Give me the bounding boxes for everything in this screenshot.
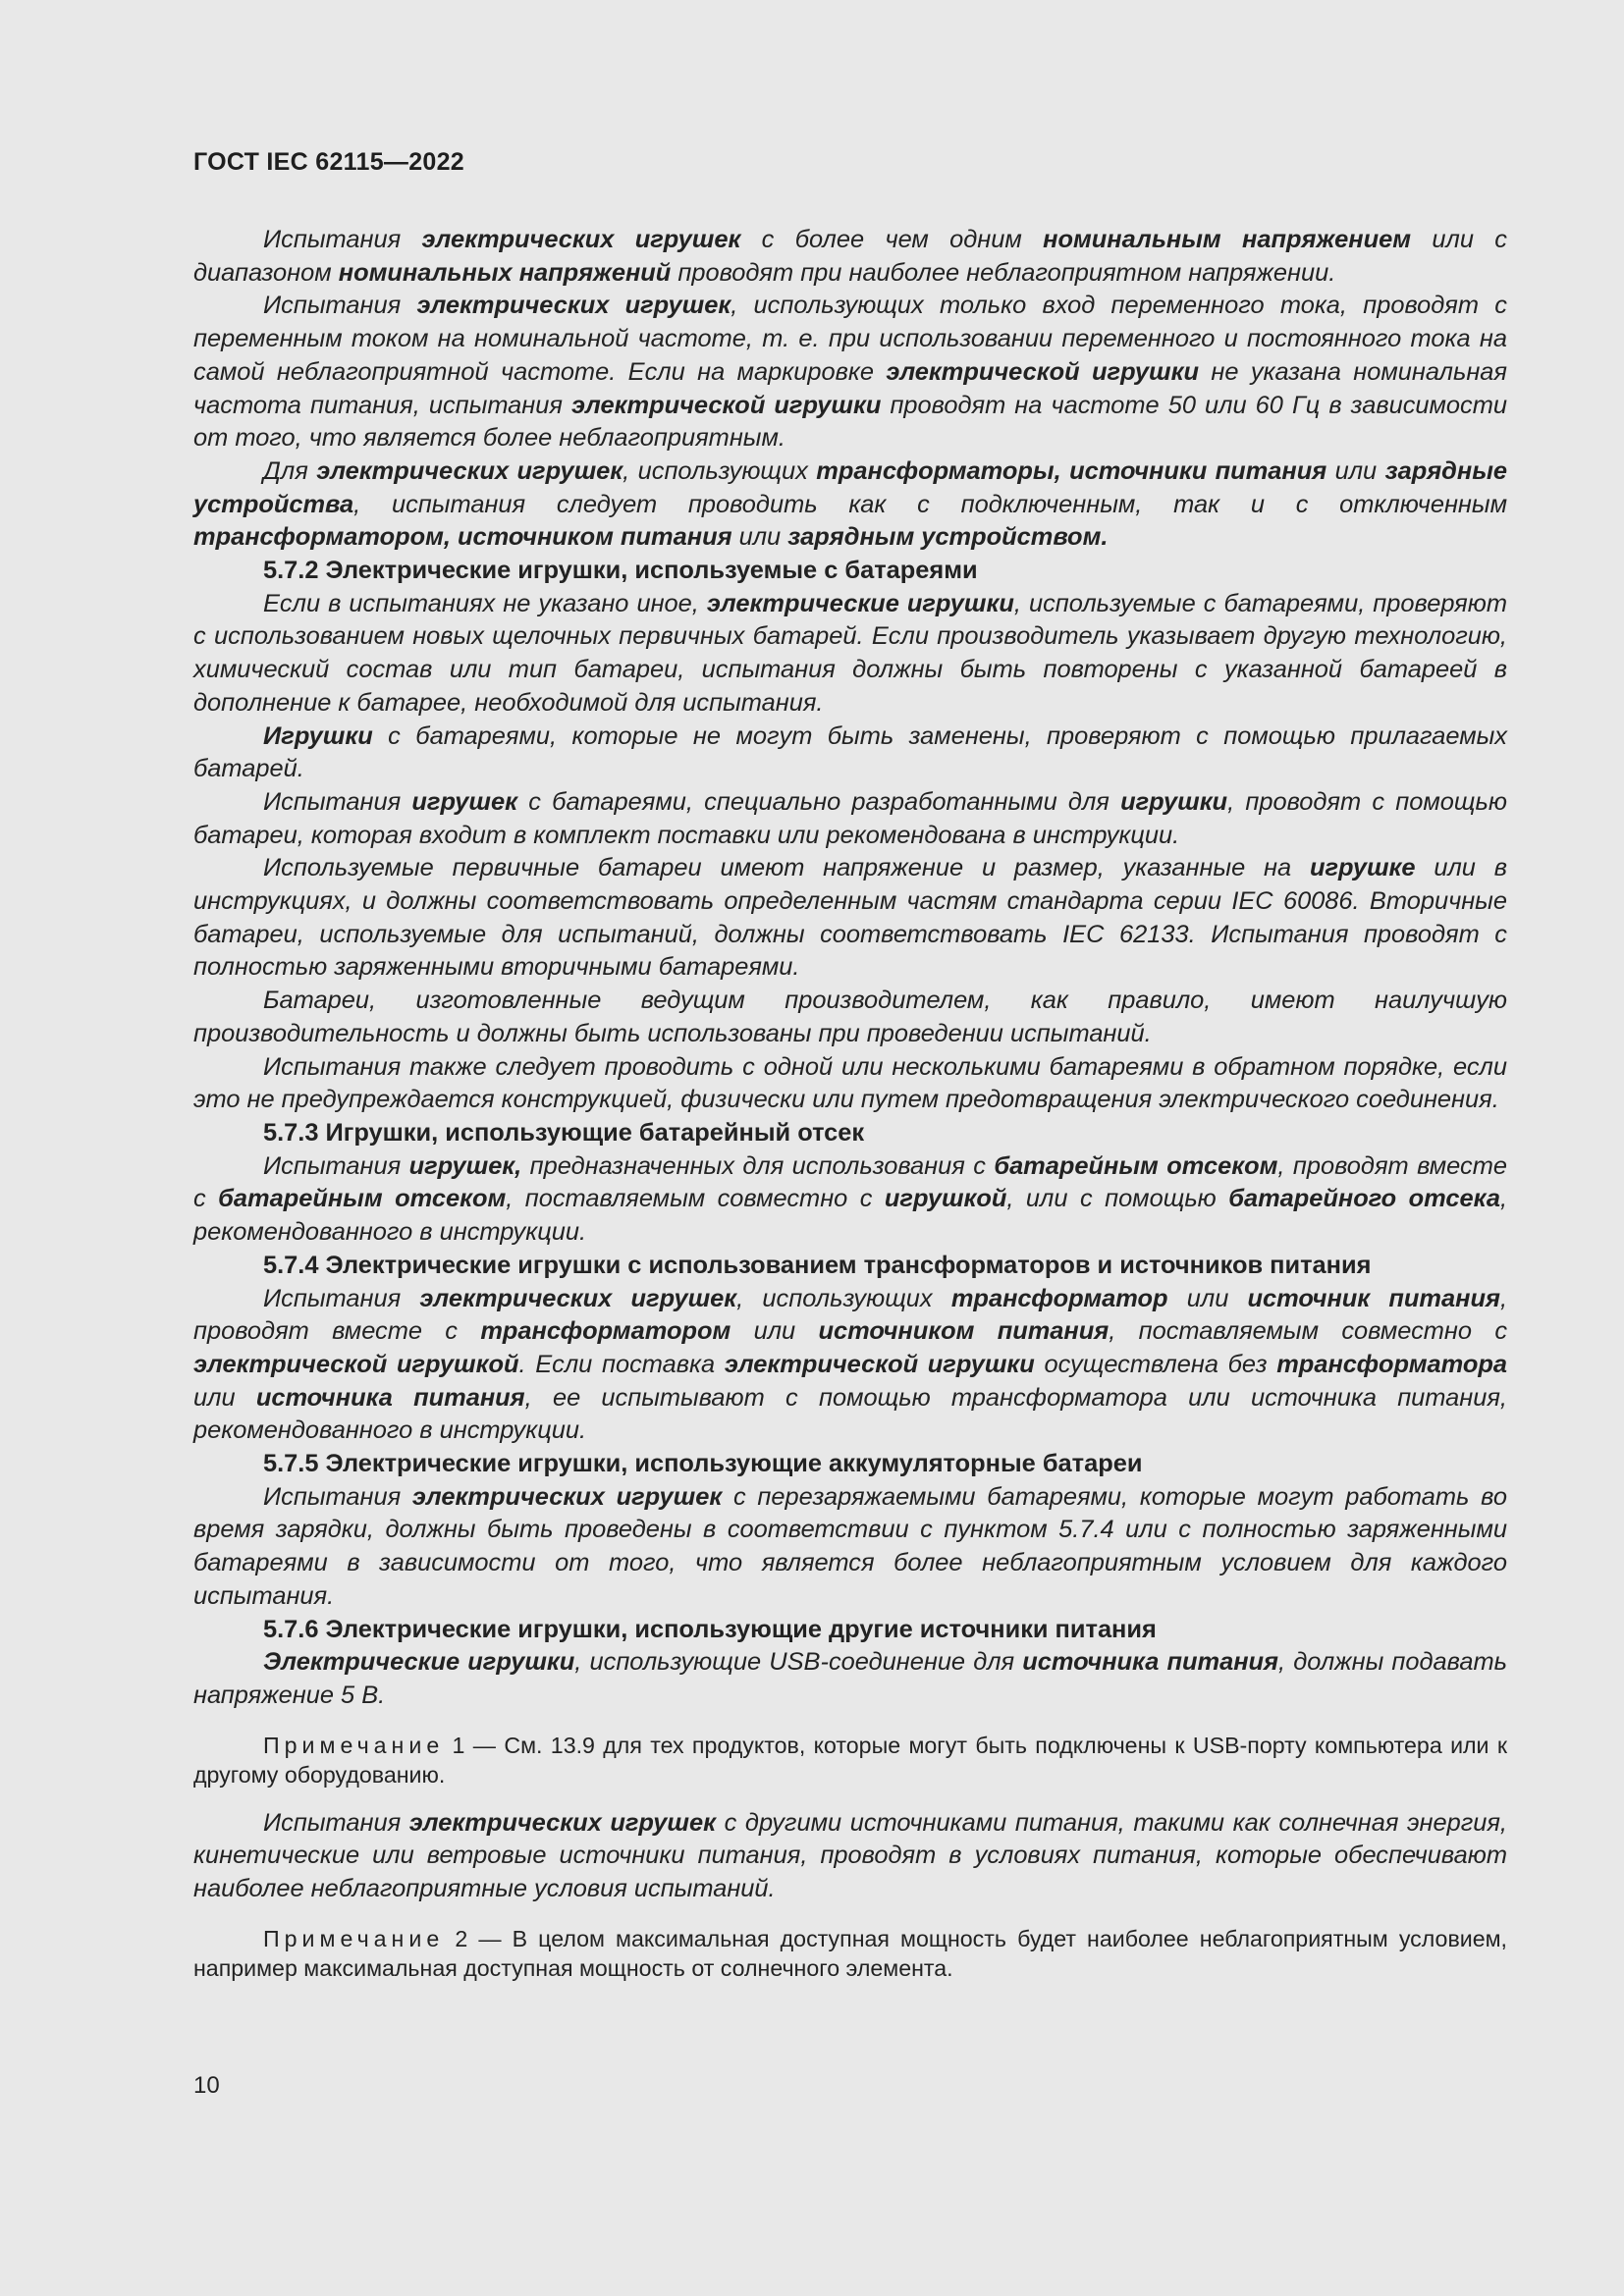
- text-run: , проводят вместе с: [193, 1284, 1507, 1346]
- text-run: не указана номинальная частота питания, испытания: [193, 357, 1507, 419]
- text-run: или: [1167, 1284, 1248, 1312]
- term-bold: трансформатора: [1276, 1350, 1507, 1378]
- text-run: , используемые с батареями, проверяют с использованием новых щелочных первичных батарей. Если производитель указывает другую технологию, химический состав или тип батареи, испытания должны быть повторены с указанной батареей в дополнение к батарее, необходимой для испытания.: [193, 589, 1507, 717]
- text-run: с более чем одним: [740, 226, 1044, 253]
- term-bold: электрических игрушек: [421, 226, 741, 253]
- term-bold: электрических игрушек: [419, 1284, 737, 1312]
- term-bold: Игрушки: [263, 721, 373, 750]
- term-bold: трансформатор: [950, 1284, 1168, 1312]
- term-bold: Электрические игрушки: [263, 1648, 575, 1677]
- text-run: 1 — См. 13.9 для тех продуктов, которые могут быть подключены к USB-порту компьютера или к другому оборудованию.: [193, 1732, 1507, 1788]
- section-heading: [193, 1250, 1507, 1283]
- text-run: , использующих: [736, 1284, 951, 1312]
- text-run: или: [193, 1383, 256, 1412]
- term-bold: источником питания: [818, 1317, 1110, 1346]
- text-run: Для: [263, 456, 317, 485]
- text-run: Испытания: [263, 787, 412, 816]
- note: [193, 1924, 1507, 1983]
- paragraph: [193, 224, 1507, 290]
- term-bold: трансформатором, источником питания: [193, 523, 732, 552]
- text-run: или: [731, 1317, 819, 1346]
- paragraph: [193, 1807, 1507, 1906]
- paragraph: [193, 1283, 1507, 1449]
- text-run: проводят при наиболее неблагоприятном напряжении.: [671, 258, 1336, 287]
- text-run: с перезаряжаемыми батареями, которые могут работать во время зарядки, должны быть проведены в соответствии с пунктом 5.7.4 или с полностью заряженными батареями в зависимости от того, что является более неблагоприятным условием для каждого испытания.: [193, 1482, 1507, 1610]
- term-bold: трансформаторы, источники питания: [816, 456, 1327, 485]
- text-run: 5.7.3 Игрушки, использующие батарейный отсек: [263, 1118, 865, 1147]
- text-run: или с диапазоном: [193, 226, 1507, 287]
- paragraph: [193, 1150, 1507, 1250]
- term-bold: электрической игрушки: [724, 1350, 1035, 1378]
- text-run: 5.7.4 Электрические игрушки с использованием трансформаторов и источников питания: [263, 1251, 1372, 1279]
- paragraph: [193, 455, 1507, 555]
- term-bold: трансформатором: [480, 1317, 731, 1346]
- text-run: Испытания: [263, 226, 422, 253]
- text-run: 5.7.2 Электрические игрушки, используемые с батареями: [263, 557, 978, 585]
- text-run: , проводят вместе с: [193, 1151, 1507, 1213]
- text-run: 5.7.6 Электрические игрушки, использующие другие источники питания: [263, 1615, 1157, 1643]
- note: [193, 1731, 1507, 1789]
- term-bold: батарейного отсека: [1228, 1185, 1500, 1213]
- text-run: , испытания следует проводить как с подключенным, так и с отключенным: [353, 490, 1507, 518]
- text-run: , рекомендованного в инструкции.: [193, 1185, 1507, 1247]
- term-bold: зарядные устройства: [193, 456, 1507, 518]
- term-bold: игрушке: [1309, 854, 1416, 882]
- term-bold: источника питания: [255, 1383, 525, 1412]
- paragraph: [193, 985, 1507, 1050]
- term-bold: источника питания: [1022, 1648, 1279, 1677]
- text-run: Испытания: [263, 292, 417, 320]
- term-bold: электрических игрушек: [411, 1482, 723, 1511]
- text-run: , должны подавать напряжение 5 В.: [193, 1648, 1507, 1709]
- section-heading: [193, 555, 1507, 588]
- term-bold: зарядным устройством.: [787, 523, 1109, 552]
- page-number: 10: [193, 2072, 220, 2099]
- text-run: 5.7.5 Электрические игрушки, использующие аккумуляторные батареи: [263, 1450, 1143, 1478]
- paragraph: [193, 290, 1507, 455]
- text-run: Если в испытаниях не указано иное,: [263, 589, 707, 617]
- text-run: Испытания: [263, 1482, 412, 1511]
- text-run: осуществлена без: [1034, 1350, 1277, 1378]
- text-run: с батареями, которые не могут быть заменены, проверяют с помощью прилагаемых батарей.: [193, 721, 1507, 783]
- term-bold: игрушек: [411, 787, 517, 816]
- text-run: , проводят с помощью батареи, которая входит в комплект поставки или рекомендована в инструкции.: [193, 787, 1507, 849]
- term-bold: игрушки: [1120, 787, 1228, 816]
- term-bold: игрушек,: [408, 1151, 522, 1180]
- text-run: предназначенных для использования с: [521, 1151, 995, 1180]
- term-bold: электрической игрушки: [886, 357, 1199, 386]
- note-label: Примечание: [263, 1732, 445, 1758]
- document-header: ГОСТ IEC 62115—2022: [193, 148, 465, 176]
- document-body: [193, 224, 1507, 1983]
- term-bold: батарейным отсеком: [994, 1151, 1278, 1180]
- text-run: 2 — В целом максимальная доступная мощность будет наиболее неблагоприятным условием, например максимальная доступная мощность от солнечного элемента.: [193, 1925, 1507, 1981]
- paragraph: [193, 1646, 1507, 1712]
- text-run: или в инструкциях, и должны соответствовать определенным частям стандарта серии IEC 60086. Вторичные батареи, используемые для испытаний, должны соответствовать IEC 62133. Испытания проводят с полностью заряженными вторичными батареями.: [193, 854, 1507, 982]
- term-bold: источник питания: [1247, 1284, 1500, 1312]
- text-run: или: [731, 523, 788, 552]
- term-bold: батарейным отсеком: [218, 1185, 507, 1213]
- text-run: Батареи, изготовленные ведущим производителем, как правило, имеют наилучшую производительность и должны быть использованы при проведении испытаний.: [193, 987, 1507, 1047]
- text-run: . Если поставка: [518, 1350, 725, 1378]
- text-run: , использующих только вход переменного тока, проводят с переменным током на номинальной частоте, т. е. при использовании переменного и постоянного тока на самой неблагоприятной частоте. Если на маркировке: [193, 292, 1507, 386]
- term-bold: электрической игрушкой: [193, 1350, 519, 1378]
- section-heading: [193, 1117, 1507, 1150]
- text-run: Испытания: [263, 1808, 409, 1837]
- text-run: Испытания: [263, 1151, 409, 1180]
- section-heading: [193, 1448, 1507, 1481]
- text-run: Испытания также следует проводить с одной или несколькими батареями в обратном порядке, если это не предупреждается конструкцией, физически или путем предотвращения электрического соединения.: [193, 1052, 1507, 1114]
- term-bold: номинальных напряжений: [338, 258, 672, 287]
- note-label: Примечание: [263, 1925, 445, 1951]
- text-run: , поставляемым совместно с: [1109, 1317, 1508, 1346]
- paragraph: [193, 1481, 1507, 1614]
- text-run: , использующих: [623, 456, 817, 485]
- text-run: , ее испытывают с помощью трансформатора или источника питания, рекомендованного в инструкции.: [193, 1383, 1507, 1445]
- text-run: , поставляемым совместно с: [506, 1185, 885, 1213]
- text-run: проводят на частоте 50 или 60 Гц в зависимости от того, что является более неблагоприятным.: [193, 391, 1508, 453]
- term-bold: электрических игрушек: [416, 292, 731, 320]
- text-run: с другими источниками питания, такими как солнечная энергия, кинетические или ветровые источники питания, проводят в условиях питания, которые обеспечивают наиболее неблагоприятные условия испытаний.: [193, 1808, 1507, 1903]
- text-run: , использующие USB-соединение для: [574, 1648, 1023, 1677]
- term-bold: номинальным напряжением: [1043, 226, 1412, 253]
- text-run: или: [1326, 456, 1385, 485]
- paragraph: [193, 786, 1507, 852]
- paragraph: [193, 721, 1507, 786]
- paragraph: [193, 852, 1507, 985]
- paragraph: [193, 588, 1507, 721]
- paragraph: [193, 1051, 1507, 1117]
- text-run: , или с помощью: [1006, 1185, 1229, 1213]
- text-run: Используемые первичные батареи имеют напряжение и размер, указанные на: [263, 854, 1310, 882]
- term-bold: электрические игрушки: [706, 589, 1014, 617]
- term-bold: игрушкой: [884, 1185, 1007, 1213]
- section-heading: [193, 1614, 1507, 1647]
- text-run: с батареями, специально разработанными для: [517, 787, 1121, 816]
- term-bold: электрической игрушки: [571, 391, 882, 419]
- text-run: Испытания: [263, 1284, 420, 1312]
- term-bold: электрических игрушек: [408, 1808, 716, 1837]
- term-bold: электрических игрушек: [316, 456, 623, 485]
